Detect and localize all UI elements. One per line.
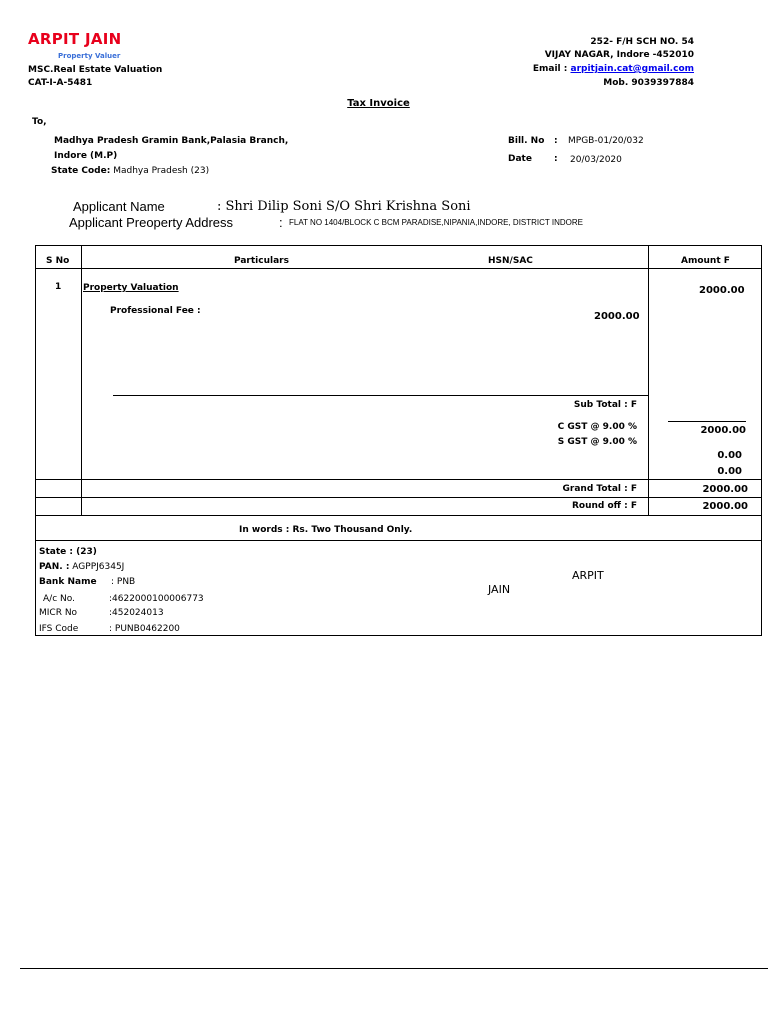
micr-label: MICR No [39,608,78,618]
address-line1: 252- F/H SCH NO. 54 [590,37,694,47]
subtotal-label: Sub Total : F [573,400,637,410]
col-amount: Amount F [681,256,730,266]
grand-total-value: 2000.00 [702,484,748,495]
row-amount: 2000.00 [699,285,745,296]
state-code-label: State Code: [51,166,111,176]
bank-state: State : (23) [39,547,97,557]
signature-line1: ARPIT [572,569,604,582]
applicant-address-sep: : [279,215,283,230]
signature-line2: JAIN [488,583,511,596]
document-title: Tax Invoice [347,98,410,109]
amount-in-words: In words : Rs. Two Thousand Only. [239,525,413,535]
bill-no-label: Bill. No [508,136,545,146]
professional-fee-value: 2000.00 [594,311,640,322]
date-sep: : [554,154,558,164]
round-off-value: 2000.00 [702,501,748,512]
col-particulars: Particulars [234,256,289,266]
applicant-name-value: : Shri Dilip Soni S/O Shri Krishna Soni [217,199,471,214]
date-label: Date [508,154,532,164]
firm-qualification: MSC.Real Estate Valuation [28,65,163,75]
round-off-label: Round off : F [572,501,637,511]
bank-name-label: Bank Name [39,577,97,587]
firm-registration: CAT-I-A-5481 [28,78,93,88]
ifs-value: : PUNB0462200 [109,624,180,634]
date-value: 20/03/2020 [570,155,622,165]
applicant-name-label: Applicant Name [73,199,165,214]
col-hsn: HSN/SAC [488,256,533,266]
address-line2: VIJAY NAGAR, Indore -452010 [544,50,694,60]
pan-label: PAN. : [39,562,70,572]
firm-name: ARPIT JAIN [28,30,122,48]
bill-no-value: MPGB-01/20/032 [568,136,644,146]
ifs-label: IFS Code [39,624,79,634]
bill-no-sep: : [554,136,558,146]
applicant-address-value: FLAT NO 1404/BLOCK C BCM PARADISE,NIPANIA,INDORE, DISTRICT INDORE [289,218,583,227]
sgst-value: 0.00 [717,466,742,477]
cgst-value: 0.00 [717,450,742,461]
row-particular-title: Property Valuation [83,283,179,293]
recipient-line2: Indore (M.P) [54,151,118,161]
applicant-address-label: Applicant Preoperty Address [69,215,234,230]
to-label: To, [32,117,47,127]
firm-tagline: Property Valuer [58,52,121,60]
subtotal-value: 2000.00 [700,425,746,436]
email-line [533,64,694,74]
cgst-label: C GST @ 9.00 % [557,422,637,432]
email-link[interactable]: arpitjain.cat@gmail.com [570,64,694,74]
pan-line [39,562,124,572]
bank-name-value: : PNB [111,577,136,587]
footer-divider [20,968,768,969]
sgst-label: S GST @ 9.00 % [557,437,637,447]
email-label: Email : [532,64,571,74]
state-code-value: Madhya Pradesh (23) [113,166,210,176]
ac-value: :4622000100006773 [109,594,204,604]
mobile-number: Mob. 9039397884 [603,78,694,88]
col-sno: S No [46,256,70,266]
invoice-table-frame [35,245,762,636]
professional-fee-label: Professional Fee : [110,306,201,316]
ac-label: A/c No. [43,594,75,604]
recipient-line1: Madhya Pradesh Gramin Bank,Palasia Branch, [54,136,289,146]
row-sno: 1 [55,282,62,292]
micr-value: :452024013 [109,608,164,618]
pan-value: AGPPJ6345J [72,562,125,572]
grand-total-label: Grand Total : F [562,484,637,494]
state-code [51,166,209,176]
